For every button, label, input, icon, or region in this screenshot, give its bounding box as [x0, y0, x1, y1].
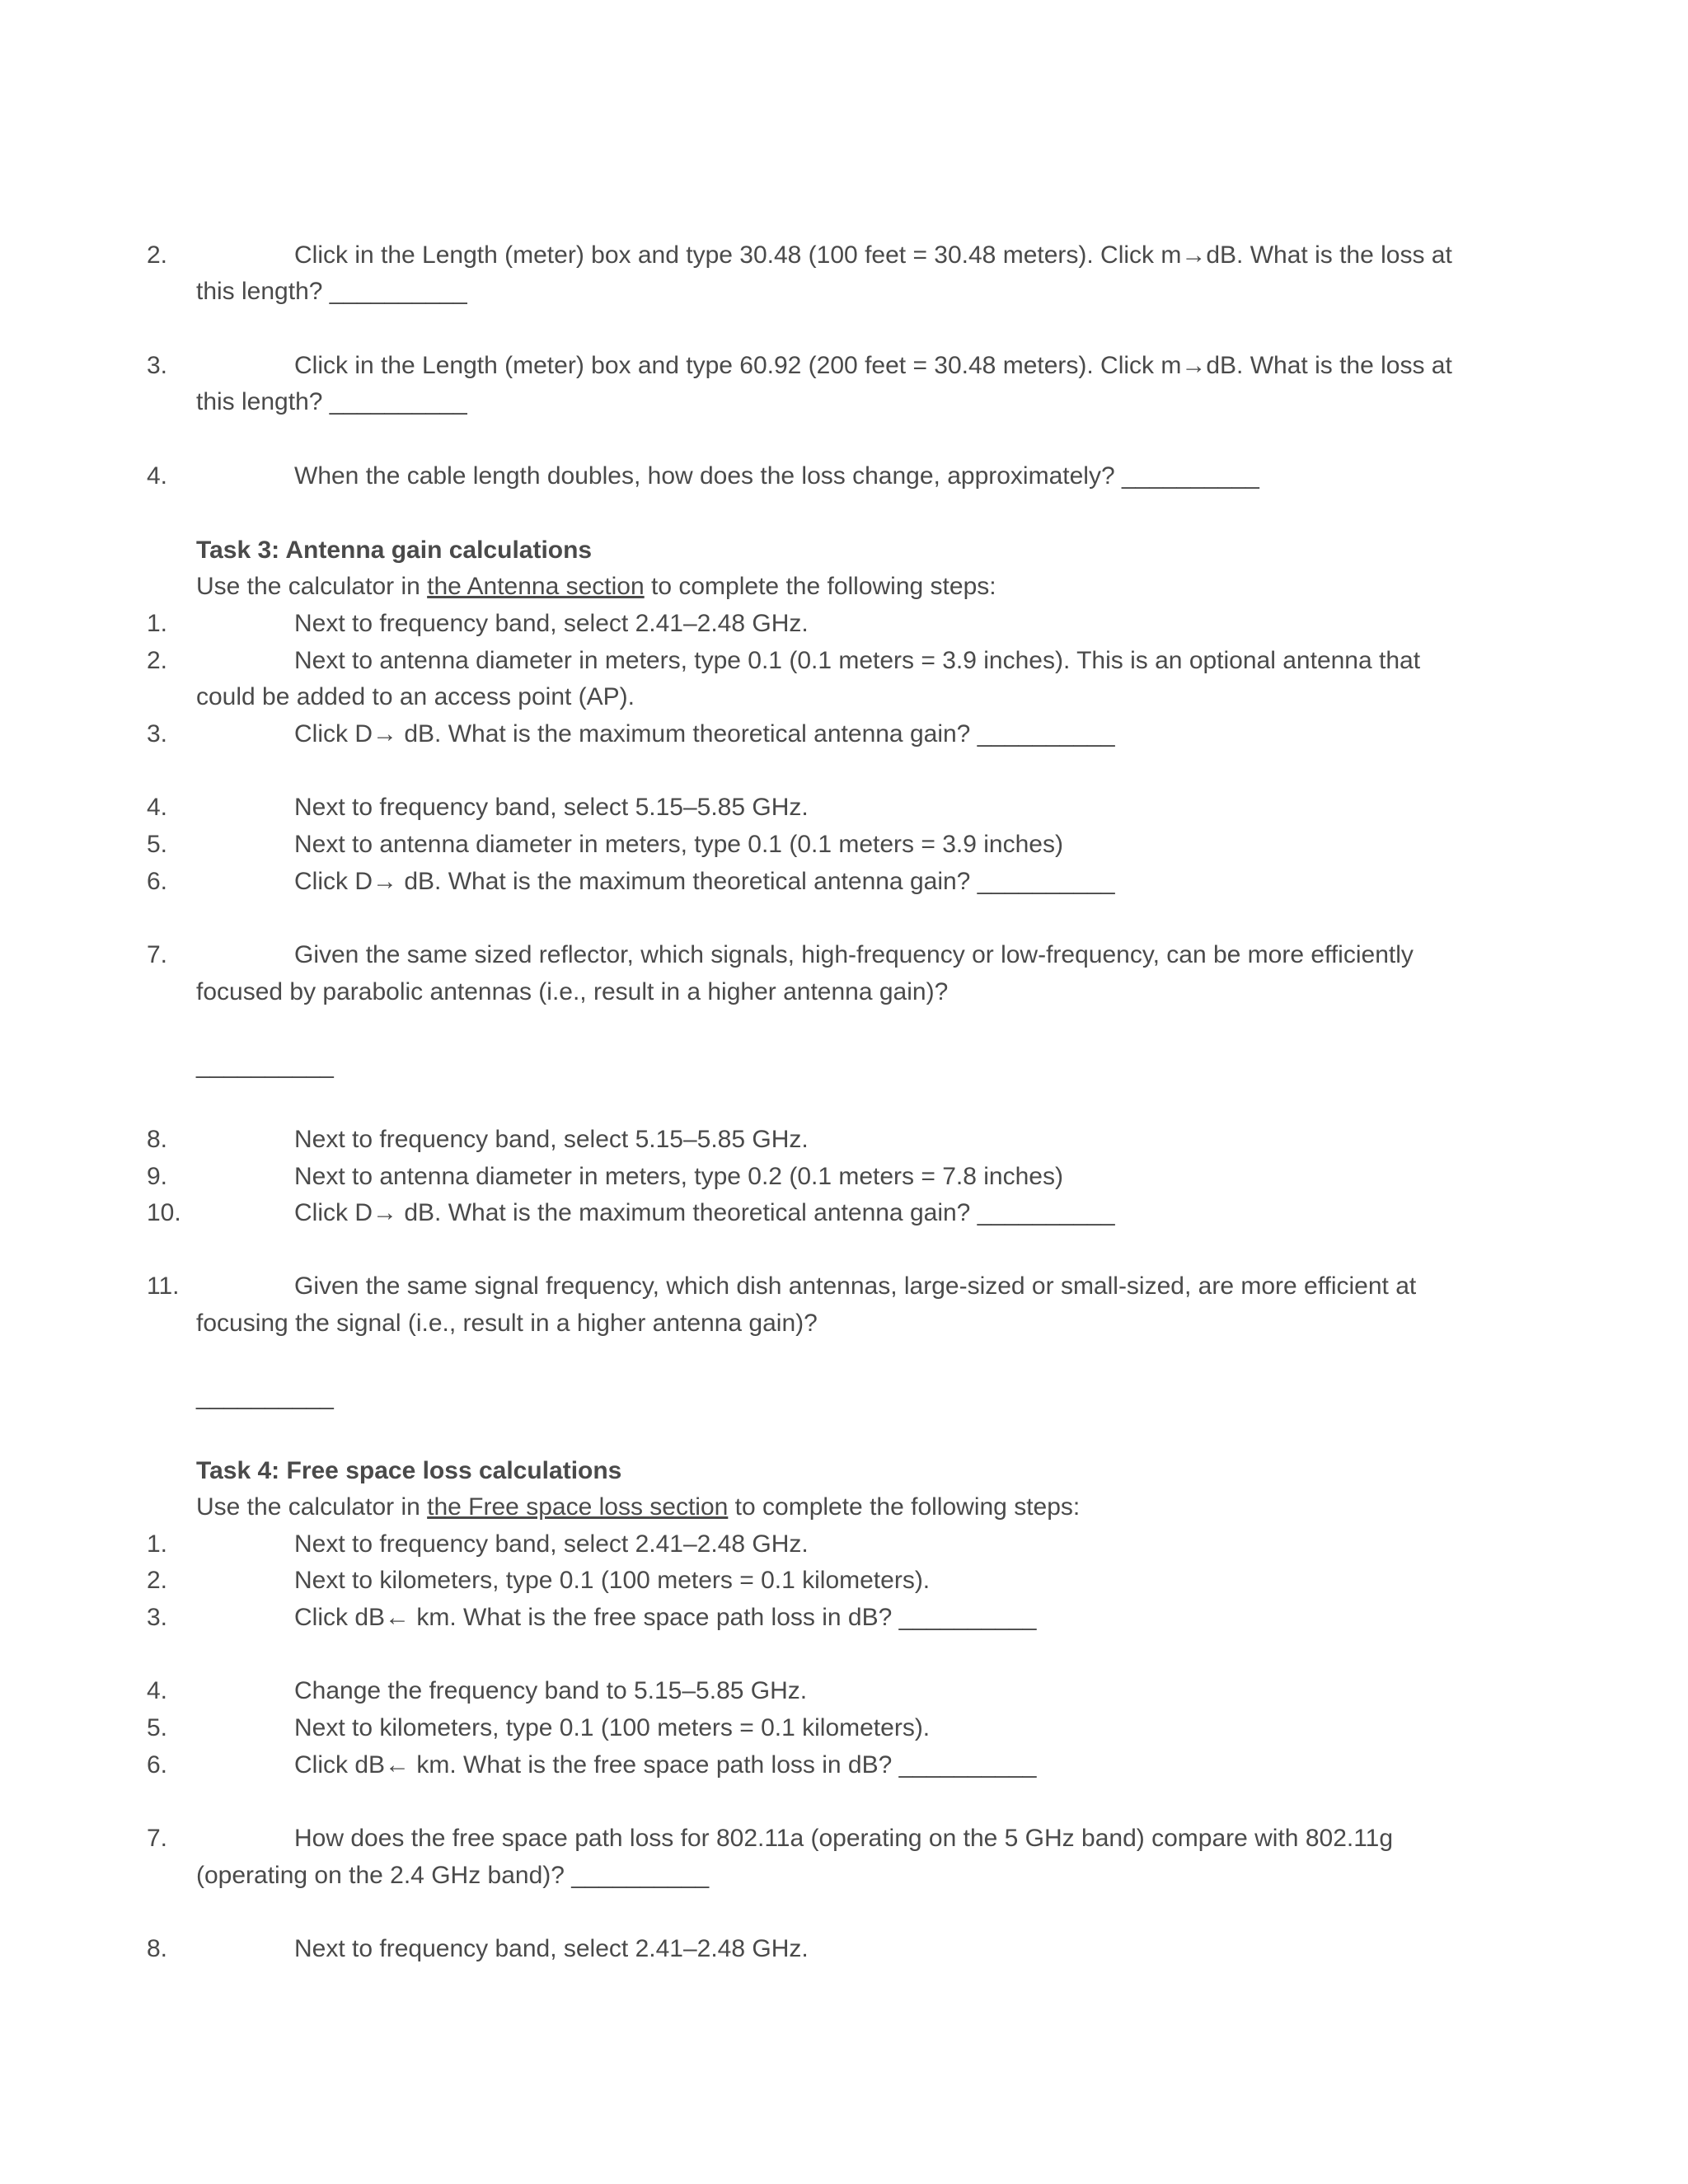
step-text: Click D→ dB. What is the maximum theoretical antenna gain? __________ — [294, 1199, 1115, 1226]
step-text: How does the free space path loss for 802.11a (operating on the 5 GHz band) compare with 802.11g — [294, 1825, 1394, 1852]
step-number: 2. — [147, 241, 168, 269]
step-number: 6. — [147, 868, 168, 895]
step-number: 4. — [147, 1677, 168, 1704]
step-text: Next to frequency band, select 5.15–5.85 GHz. — [294, 794, 809, 821]
step-text: Change the frequency band to 5.15–5.85 GHz. — [294, 1677, 808, 1704]
step-text-continued: this length? __________ — [196, 278, 467, 305]
antenna-section-link[interactable]: the Antenna section — [427, 573, 645, 600]
step-text: Next to antenna diameter in meters, type 0.1 (0.1 meters = 3.9 inches) — [294, 831, 1063, 858]
step-text: Next to kilometers, type 0.1 (100 meters = 0.1 kilometers). — [294, 1714, 931, 1741]
step-number: 10. — [147, 1199, 181, 1226]
step-number: 8. — [147, 1935, 168, 1962]
task3-intro — [196, 572, 996, 602]
step-text: Next to frequency band, select 5.15–5.85 GHz. — [294, 1126, 809, 1153]
step-number: 2. — [147, 1567, 168, 1594]
intro-text: Use the calculator in — [196, 573, 428, 600]
step-text: Next to antenna diameter in meters, type 0.1 (0.1 meters = 3.9 inches). This is an optional antenna that — [294, 647, 1421, 674]
step-number: 11. — [147, 1272, 180, 1300]
intro-text: to complete the following steps: — [644, 573, 996, 600]
step-text: Click dB← km. What is the free space path loss in dB? __________ — [294, 1604, 1037, 1631]
answer-blank: __________ — [196, 1383, 334, 1410]
intro-text: to complete the following steps: — [728, 1493, 1081, 1521]
step-number: 8. — [147, 1126, 168, 1153]
step-number: 4. — [147, 462, 168, 490]
step-text: When the cable length doubles, how does the loss change, approximately? __________ — [294, 462, 1259, 490]
step-text-continued: focused by parabolic antennas (i.e., result in a higher antenna gain)? — [196, 978, 949, 1005]
step-number: 6. — [147, 1751, 168, 1779]
step-text-continued: could be added to an access point (AP). — [196, 683, 635, 710]
step-text: Click dB← km. What is the free space path loss in dB? __________ — [294, 1751, 1037, 1779]
step-number: 4. — [147, 794, 168, 821]
step-text: Click in the Length (meter) box and type 30.48 (100 feet = 30.48 meters). Click m→dB. What is the loss at — [294, 241, 1452, 269]
step-text: Next to frequency band, select 2.41–2.48 GHz. — [294, 610, 809, 637]
step-number: 7. — [147, 1825, 168, 1852]
step-text: Given the same signal frequency, which dish antennas, large-sized or small-sized, are more efficient at — [294, 1272, 1417, 1300]
intro-text: Use the calculator in — [196, 1493, 428, 1521]
step-number: 7. — [147, 941, 168, 968]
step-number: 2. — [147, 647, 168, 674]
step-number: 3. — [147, 720, 168, 748]
step-text-continued: this length? __________ — [196, 388, 467, 415]
task4-heading: Task 4: Free space loss calculations — [196, 1457, 622, 1484]
step-text-continued: (operating on the 2.4 GHz band)? __________ — [196, 1862, 710, 1889]
step-text: Given the same sized reflector, which signals, high-frequency or low-frequency, can be more efficiently — [294, 941, 1414, 968]
step-text-continued: focusing the signal (i.e., result in a higher antenna gain)? — [196, 1310, 818, 1337]
step-text: Next to frequency band, select 2.41–2.48 GHz. — [294, 1530, 809, 1558]
step-text: Click in the Length (meter) box and type 60.92 (200 feet = 30.48 meters). Click m→dB. What is the loss at — [294, 352, 1452, 379]
step-number: 3. — [147, 1604, 168, 1631]
step-text: Next to antenna diameter in meters, type 0.2 (0.1 meters = 7.8 inches) — [294, 1163, 1063, 1190]
answer-blank: __________ — [196, 1052, 334, 1079]
step-text: Click D→ dB. What is the maximum theoretical antenna gain? __________ — [294, 720, 1115, 748]
step-number: 5. — [147, 1714, 168, 1741]
step-number: 5. — [147, 831, 168, 858]
step-text: Next to frequency band, select 2.41–2.48 GHz. — [294, 1935, 809, 1962]
task4-intro — [196, 1493, 1080, 1522]
task3-heading: Task 3: Antenna gain calculations — [196, 537, 593, 564]
step-number: 1. — [147, 610, 168, 637]
step-number: 9. — [147, 1163, 168, 1190]
step-number: 3. — [147, 352, 168, 379]
step-number: 1. — [147, 1530, 168, 1558]
step-text: Next to kilometers, type 0.1 (100 meters = 0.1 kilometers). — [294, 1567, 931, 1594]
free-space-loss-section-link[interactable]: the Free space loss section — [427, 1493, 729, 1521]
step-text: Click D→ dB. What is the maximum theoretical antenna gain? __________ — [294, 868, 1115, 895]
